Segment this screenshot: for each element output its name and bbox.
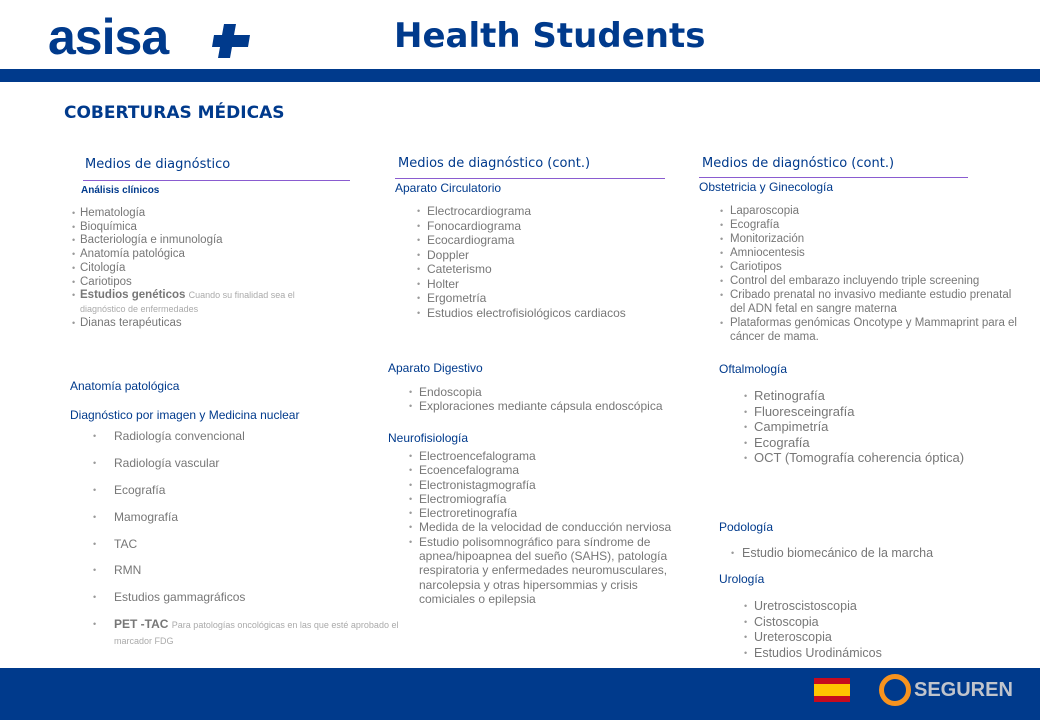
item-text: RMN	[114, 563, 142, 578]
bullet-icon: •	[72, 249, 76, 260]
bullet-icon: •	[93, 565, 97, 576]
bullet-icon: •	[409, 508, 413, 519]
bullet-icon: •	[93, 457, 97, 468]
item-text: Estudios electrofisiológicos cardiacos	[427, 305, 626, 320]
item-text: Ecografía	[114, 482, 166, 497]
section-title: Neurofisiología	[388, 431, 469, 445]
list-item	[744, 388, 1024, 404]
list-item	[417, 247, 677, 263]
item-text: Citología	[80, 261, 126, 274]
bullet-icon: •	[409, 401, 413, 412]
list-item	[417, 291, 677, 306]
divider	[699, 177, 968, 178]
item-text: Estudios Urodinámicos	[754, 645, 882, 660]
bullet-icon: •	[417, 235, 421, 245]
section-title: Anatomía patológica	[70, 379, 180, 393]
item-note: Para patologías oncológicas en las que esté aprobado el marcador FDG	[114, 620, 399, 646]
list-item	[72, 261, 320, 276]
list-item	[417, 305, 677, 321]
list-item	[417, 233, 677, 248]
item-text: Laparoscopia	[730, 205, 800, 217]
list-item	[720, 316, 1020, 344]
bullet-icon: •	[72, 317, 76, 328]
list-item	[744, 599, 1024, 614]
list-item	[409, 520, 689, 535]
item-text: Doppler	[427, 247, 470, 262]
item-text: Dianas terapéuticas	[80, 316, 182, 329]
item-text: Estudio polisomnográfico para síndrome de apnea/hipoapnea del sueño (SAHS), patología respiratoria y enfermedades neuromusculares, narcolepsia y otras hipersommias y crisis comiciales o epilepsia	[419, 534, 668, 606]
list-item	[720, 288, 1020, 316]
bullet-icon: •	[744, 453, 748, 463]
column-heading: Medios de diagnóstico (cont.)	[702, 156, 895, 171]
list-item	[417, 218, 677, 234]
section-title: Urología	[719, 572, 765, 586]
bullet-icon: •	[744, 601, 748, 611]
item-text: Ergometría	[427, 291, 487, 305]
item-text: Anatomía patológica	[80, 248, 185, 261]
item-text: PET -TAC	[114, 617, 169, 632]
list-item	[744, 403, 1024, 420]
list-item	[72, 289, 320, 316]
item-text: Monitorización	[730, 233, 805, 245]
list-item	[417, 262, 677, 277]
bullet-icon: •	[731, 548, 735, 558]
list-item	[72, 234, 320, 248]
list-item	[720, 274, 1020, 288]
bullet-icon: •	[417, 264, 421, 274]
header-title: Health Students	[394, 16, 706, 56]
item-list	[720, 204, 1020, 344]
list-item	[72, 220, 320, 235]
item-text: Electroencefalograma	[419, 449, 536, 463]
list-item	[731, 546, 1012, 561]
item-text: Medida de la velocidad de conducción nerviosa	[419, 520, 672, 535]
column-heading: Medios de diagnóstico	[85, 157, 231, 172]
item-text: Electrocardiograma	[427, 204, 532, 218]
list-item	[744, 450, 1024, 466]
list-item	[720, 232, 1020, 246]
bullet-icon: •	[720, 318, 724, 328]
item-text: Mamografía	[114, 509, 179, 524]
item-text: Ecocardiograma	[427, 233, 515, 247]
item-list	[417, 204, 677, 320]
item-text: Radiología convencional	[114, 429, 245, 443]
list-item	[409, 477, 689, 492]
list-item	[720, 260, 1020, 274]
item-text: Fonocardiograma	[427, 218, 522, 233]
item-text: Ureteroscopia	[754, 630, 832, 644]
list-item	[744, 434, 1024, 451]
bullet-icon: •	[72, 276, 76, 287]
page-title: COBERTURAS MÉDICAS	[64, 103, 285, 123]
bullet-icon: •	[72, 235, 76, 246]
item-text: Cistoscopia	[754, 614, 819, 629]
item-list	[731, 546, 1012, 562]
item-text: OCT (Tomografía coherencia óptica)	[754, 450, 965, 465]
bullet-icon: •	[417, 206, 421, 216]
bullet-icon: •	[417, 220, 421, 231]
item-text: Estudios gammagráficos	[114, 590, 246, 605]
item-text: Campimetría	[754, 419, 829, 434]
list-item	[417, 276, 677, 292]
item-list	[744, 599, 1024, 661]
item-list	[93, 429, 404, 661]
bullet-icon: •	[417, 293, 421, 303]
list-item	[720, 218, 1020, 232]
bullet-icon: •	[409, 536, 413, 547]
list-item	[409, 506, 689, 521]
spain-flag-icon	[814, 678, 850, 702]
bullet-icon: •	[93, 619, 97, 630]
bullet-icon: •	[93, 431, 97, 441]
list-item	[72, 248, 320, 262]
list-item	[72, 316, 320, 331]
bullet-icon: •	[72, 208, 76, 218]
bullet-icon: •	[744, 437, 748, 448]
header-bar	[0, 69, 1040, 82]
list-item	[409, 491, 689, 506]
bullet-icon: •	[744, 616, 748, 627]
item-text: Uretroscistoscopia	[754, 599, 857, 613]
item-text: Ecoencefalograma	[419, 463, 520, 478]
bullet-icon: •	[417, 278, 421, 289]
bullet-icon: •	[720, 234, 724, 244]
item-text: Electroretinografía	[419, 506, 518, 521]
section-title: Aparato Digestivo	[388, 361, 483, 375]
column-heading: Medios de diagnóstico (cont.)	[398, 156, 591, 171]
bullet-icon: •	[744, 422, 748, 432]
bullet-icon: •	[720, 220, 724, 230]
section-title: Diagnóstico por imagen y Medicina nuclear	[70, 408, 300, 422]
bullet-icon: •	[72, 290, 76, 301]
item-note: Cuando su finalidad sea el diagnóstico de enfermedades	[80, 290, 295, 314]
bullet-icon: •	[417, 307, 421, 318]
bullet-icon: •	[720, 276, 724, 286]
list-item	[93, 563, 404, 578]
item-text: Bacteriología e inmunología	[80, 234, 223, 247]
item-text: Cariotipos	[730, 261, 782, 273]
item-text: Fluoresceingrafía	[754, 403, 855, 419]
section-title: Obstetricia y Ginecología	[699, 180, 834, 194]
bullet-icon: •	[720, 206, 724, 216]
bullet-icon: •	[409, 387, 413, 397]
list-item	[93, 482, 404, 498]
section-title: Podología	[719, 520, 774, 534]
bullet-icon: •	[744, 391, 748, 401]
item-text: Cariotipos	[80, 275, 132, 288]
list-item	[744, 614, 1024, 630]
bullet-icon: •	[720, 262, 724, 272]
item-text: Estudio biomecánico de la marcha	[742, 546, 934, 560]
list-item	[409, 385, 689, 399]
item-text: Control del embarazo incluyendo triple screening	[730, 275, 980, 287]
bullet-icon: •	[720, 290, 724, 300]
list-item	[93, 617, 404, 648]
item-text: Exploraciones mediante cápsula endoscópica	[419, 399, 663, 414]
bullet-icon: •	[409, 451, 413, 461]
list-item	[72, 207, 320, 221]
bullet-icon: •	[417, 249, 421, 260]
bullet-icon: •	[720, 248, 724, 258]
bullet-icon: •	[93, 511, 97, 522]
list-item	[72, 275, 320, 290]
bullet-icon: •	[93, 538, 97, 549]
bullet-icon: •	[409, 479, 413, 490]
item-text: Holter	[427, 276, 460, 291]
item-list	[409, 385, 689, 414]
item-text: Hematología	[80, 207, 146, 219]
section-title: Aparato Circulatorio	[395, 181, 502, 195]
list-item	[744, 645, 1024, 661]
list-item	[744, 419, 1024, 435]
divider	[83, 180, 350, 181]
item-list	[409, 449, 689, 606]
bullet-icon: •	[409, 493, 413, 504]
item-text: Bioquímica	[80, 220, 137, 233]
list-item	[409, 534, 689, 606]
section-title: Oftalmología	[719, 362, 788, 376]
item-text: Retinografía	[754, 388, 825, 403]
list-item	[93, 455, 404, 471]
item-text: Plataformas genómicas Oncotype y Mammaprint para el cáncer de mama.	[730, 317, 1017, 343]
bullet-icon: •	[744, 632, 748, 642]
item-text: Ecografía	[730, 219, 780, 231]
list-item	[409, 399, 689, 414]
item-text: Electromiografía	[419, 491, 507, 506]
item-list	[72, 207, 320, 330]
bullet-icon: •	[744, 647, 748, 658]
list-item	[720, 204, 1020, 218]
item-text: Estudios genéticos	[80, 289, 186, 302]
item-text: Electronistagmografía	[419, 477, 536, 492]
seguren-logo: SEGUREN	[914, 679, 1013, 701]
list-item	[417, 204, 677, 219]
list-item	[720, 246, 1020, 260]
divider	[395, 178, 665, 179]
bullet-icon: •	[93, 592, 97, 603]
plus-logo-icon	[212, 24, 250, 58]
item-text: Cateterismo	[427, 262, 492, 276]
section-title: Análisis clínicos	[81, 185, 160, 196]
list-item	[744, 630, 1024, 645]
list-item	[409, 463, 689, 478]
item-text: TAC	[114, 536, 138, 551]
list-item	[409, 449, 689, 463]
list-item	[93, 536, 404, 552]
bullet-icon: •	[72, 262, 76, 273]
item-text: Cribado prenatal no invasivo mediante estudio prenatal del ADN fetal en sangre materna	[730, 289, 1012, 315]
bullet-icon: •	[409, 465, 413, 476]
list-item	[93, 590, 404, 605]
item-text: Amniocentesis	[730, 247, 805, 259]
item-text: Radiología vascular	[114, 455, 220, 470]
seguren-logo-icon	[879, 674, 911, 706]
bullet-icon: •	[93, 484, 97, 495]
item-text: Ecografía	[754, 434, 810, 450]
bullet-icon: •	[744, 406, 748, 417]
item-list	[744, 388, 1024, 467]
list-item	[93, 429, 404, 444]
item-text: Endoscopia	[419, 385, 482, 399]
bullet-icon: •	[72, 221, 76, 232]
bullet-icon: •	[409, 522, 413, 533]
asisa-logo: asisa	[48, 9, 169, 65]
list-item	[93, 509, 404, 525]
